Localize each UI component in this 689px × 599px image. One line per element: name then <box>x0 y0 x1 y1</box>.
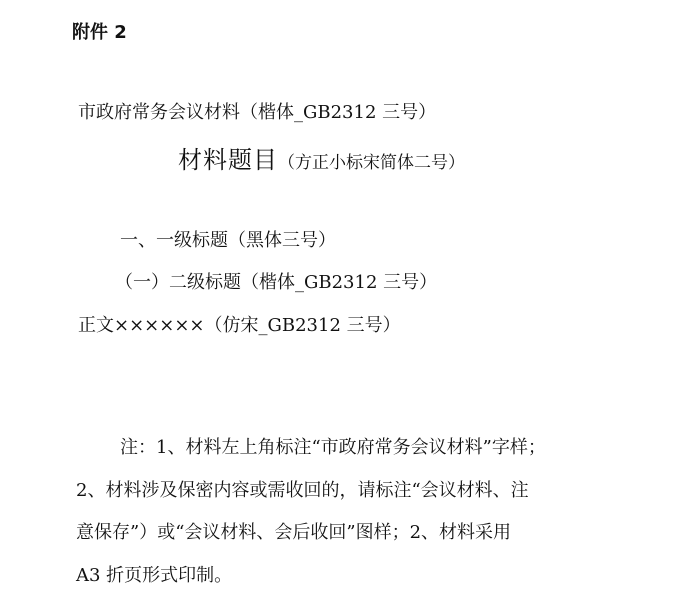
note-line: 注：1、材料左上角标注“市政府常务会议材料”字样； <box>120 437 546 458</box>
note-line: 意保存”）或“会议材料、会后收回”图样；2、材料采用 <box>76 522 512 543</box>
title-main: 材料题目 <box>178 146 278 174</box>
body-text-sample: 正文××××××（仿宋_GB2312 三号） <box>78 315 401 336</box>
heading-level-2: （一）二级标题（楷体_GB2312 三号） <box>115 272 438 293</box>
material-label: 市政府常务会议材料（楷体_GB2312 三号） <box>78 102 437 123</box>
note-line: 2、材料涉及保密内容或需收回的，请标注“会议材料、注 <box>76 480 529 501</box>
attachment-label: 附件 2 <box>72 22 127 43</box>
note-line: A3 折页形式印制。 <box>76 565 233 586</box>
heading-level-1: 一、一级标题（黑体三号） <box>120 230 336 251</box>
title-font-note: （方正小标宋简体二号） <box>278 153 465 173</box>
document-title <box>178 140 465 175</box>
